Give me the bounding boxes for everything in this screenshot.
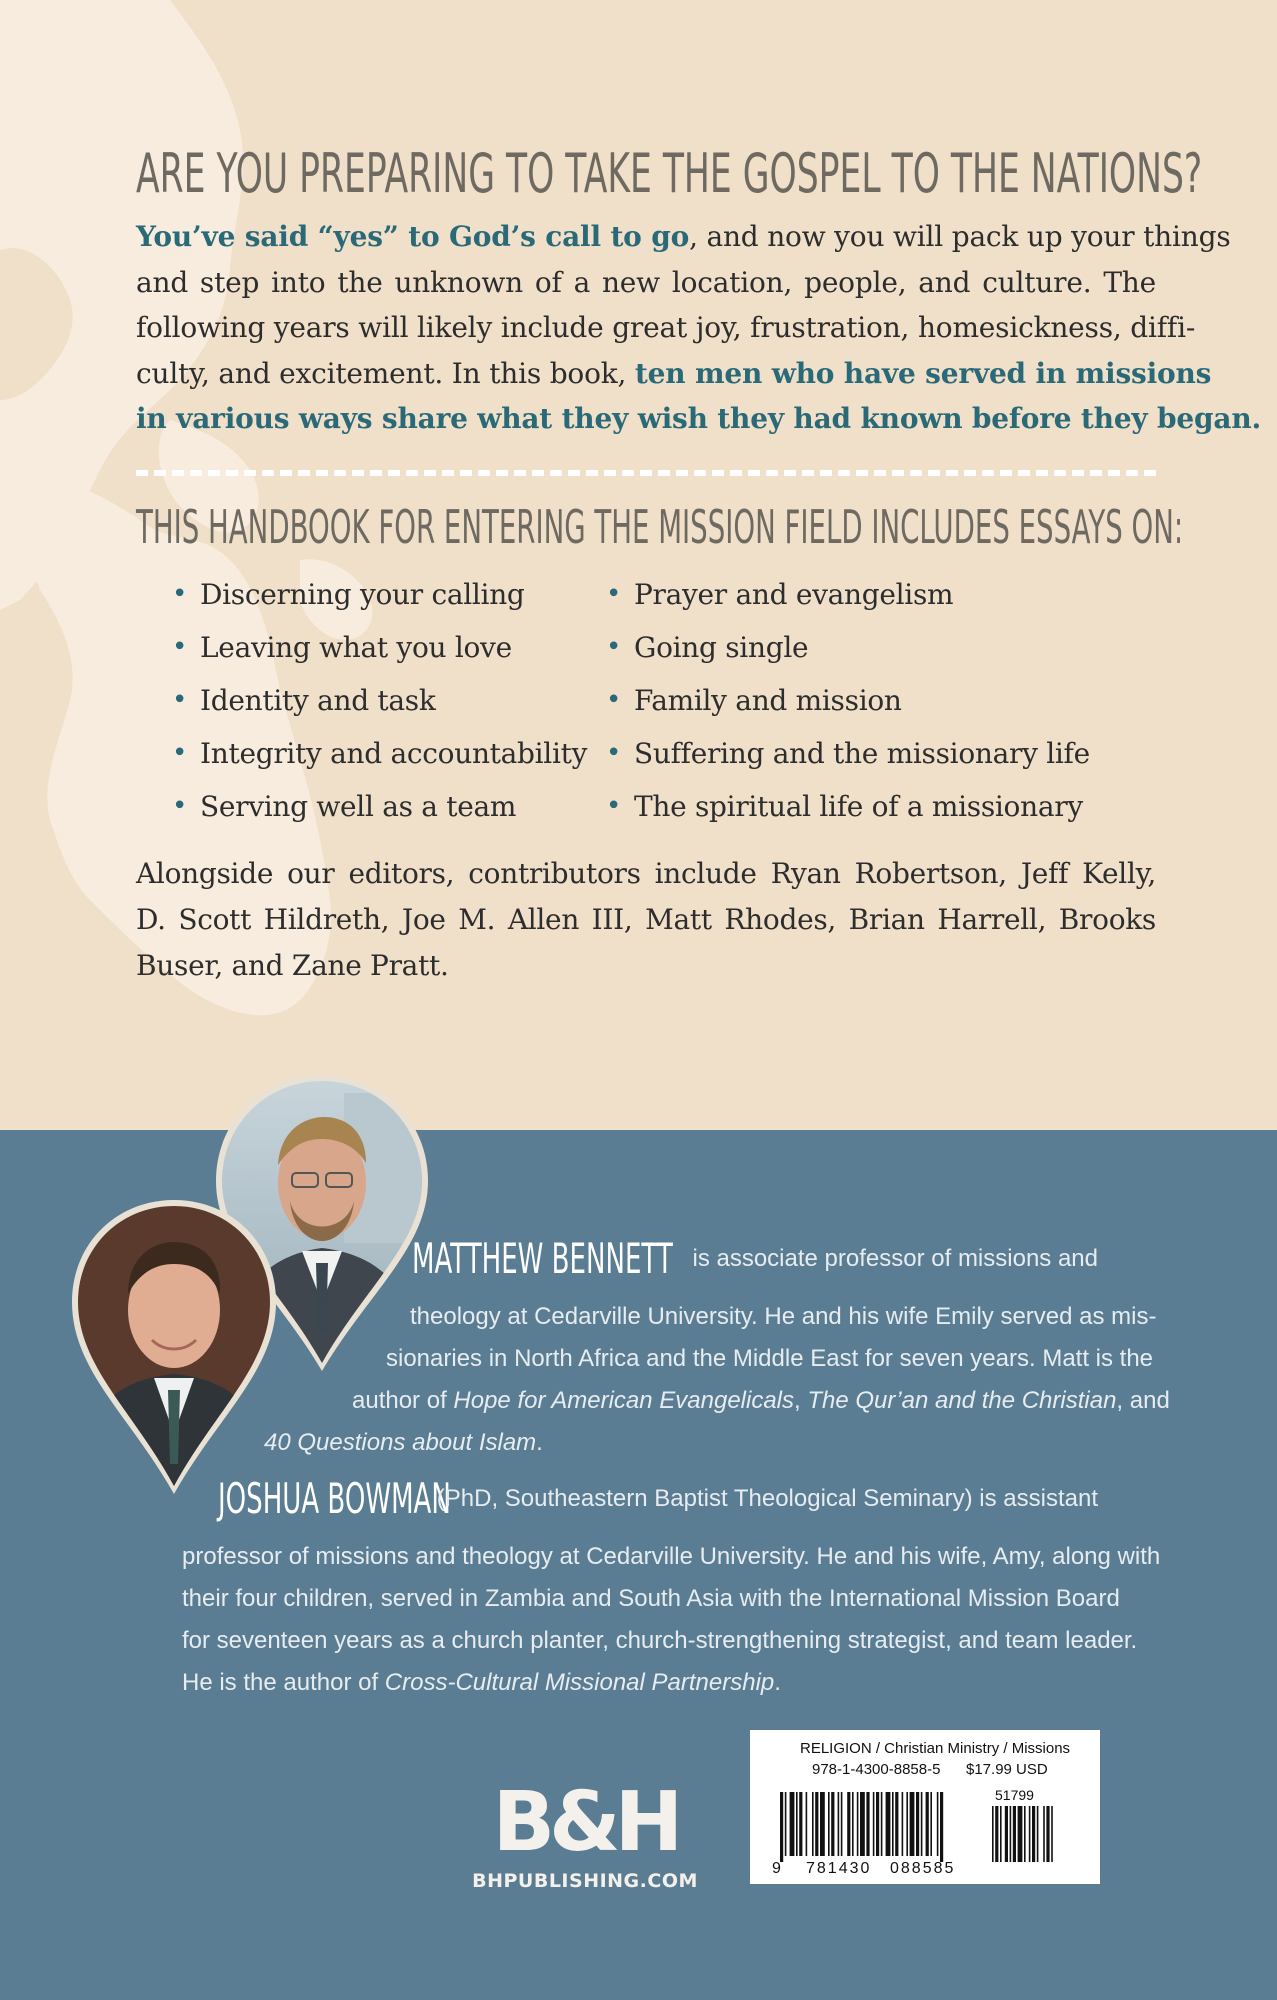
barcode-panel	[750, 1730, 1100, 1884]
essay-item: • Serving well as a team	[172, 789, 517, 823]
essay-list	[136, 568, 1156, 833]
book-title: The Qur’an and the Christian	[807, 1387, 1117, 1414]
intro-text: , and now you will pack up your things	[689, 220, 1231, 253]
contributors-line: Alongside our editors, contributors include Ryan Robertson, Jeff Kelly,	[136, 856, 1156, 890]
bio-line: for seventeen years as a church planter, church-strengthening strategist, and team leader.	[182, 1627, 1138, 1654]
intro-paragraph	[136, 214, 1262, 442]
intro-text: culty, and excitement. In this book,	[136, 356, 635, 390]
bio-joshua-bowman	[218, 1474, 1098, 1527]
book-title: 40 Questions about Islam	[264, 1429, 537, 1456]
essay-item: • Integrity and accountability	[172, 736, 588, 770]
bio-text: is associate professor of missions and	[692, 1245, 1098, 1272]
essay-item: • Suffering and the missionary life	[606, 736, 1090, 770]
intro-line	[136, 214, 1231, 260]
bio-line: sionaries in North Africa and the Middle East for seven years. Matt is the	[386, 1345, 1154, 1372]
bio-bennett-lines	[264, 1422, 964, 1464]
essay-item: • Going single	[606, 630, 809, 664]
author-photo-bowman	[70, 1198, 278, 1494]
isbn-number: 978-1-4300-8858-5	[812, 1761, 941, 1778]
barcode-digits-group2: 088585	[890, 1860, 956, 1877]
contributors-line: Buser, and Zane Pratt.	[136, 948, 449, 982]
highlight-text: You’ve said “yes” to God’s call to go	[136, 220, 690, 253]
bio-line: author of Hope for American Evangelicals, The Qur’an and the Christian, and	[352, 1387, 1170, 1414]
bio-bennett-lines	[386, 1338, 1154, 1380]
intro-line: and step into the unknown of a new location, people, and culture. The	[136, 265, 1156, 299]
intro-line	[136, 396, 1262, 442]
author-name-bowman: JOSHUA BOWMAN	[218, 1474, 451, 1523]
bio-line: theology at Cedarville University. He and his wife Emily served as mis-	[410, 1303, 1157, 1330]
highlight-text: in various ways share what they wish they had known before they began.	[136, 402, 1262, 435]
publisher-url: BHPUBLISHING.COM	[472, 1870, 698, 1892]
book-title: Hope for American Evangelicals	[453, 1387, 795, 1414]
bisac-category: RELIGION / Christian Ministry / Missions	[800, 1740, 1071, 1757]
intro-line	[136, 351, 1212, 397]
essay-column-right	[570, 568, 1090, 833]
barcode-digits-group1: 781430	[806, 1860, 872, 1877]
addon-code: 51799	[995, 1787, 1034, 1803]
bio-line: 40 Questions about Islam.	[264, 1429, 543, 1456]
essay-item: • Discerning your calling	[172, 577, 525, 611]
bio-line: professor of missions and theology at Cedarville University. He and his wife, Amy, along with	[182, 1543, 1161, 1570]
essays-heading: THIS HANDBOOK FOR ENTERING THE MISSION FIELD INCLUDES ESSAYS ON:	[136, 499, 1184, 554]
bio-bennett-lines	[352, 1380, 1170, 1422]
publisher-logo	[470, 1775, 700, 1892]
essay-item: • Family and mission	[606, 683, 902, 717]
bio-matthew-bennett	[412, 1234, 1098, 1287]
main-heading: ARE YOU PREPARING TO TAKE THE GOSPEL TO THE NATIONS?	[136, 142, 1203, 205]
barcode-digit-first: 9	[772, 1860, 781, 1877]
dashed-divider	[136, 470, 1156, 476]
price: $17.99 USD	[966, 1761, 1048, 1778]
author-name-bennett: MATTHEW BENNETT	[412, 1234, 673, 1283]
highlight-text: ten men who have served in missions	[634, 356, 1212, 390]
bh-logo-mark: B&H	[492, 1775, 678, 1870]
bio-bennett-lines	[410, 1296, 1157, 1338]
intro-line: following years will likely include great joy, frustration, homesickness, diffi-	[136, 311, 1196, 344]
back-cover-content	[136, 142, 1262, 989]
essay-column-left	[136, 568, 588, 833]
bio-text: (PhD, Southeastern Baptist Theological Seminary) is assistant	[436, 1485, 1098, 1512]
contributors-line: D. Scott Hildreth, Joe M. Allen III, Matt Rhodes, Brian Harrell, Brooks	[136, 902, 1156, 936]
bio-line: He is the author of Cross-Cultural Missional Partnership.	[182, 1669, 781, 1696]
book-title: Cross-Cultural Missional Partnership	[384, 1669, 775, 1696]
barcode-bars	[780, 1786, 1080, 1862]
essay-item: • Prayer and evangelism	[606, 577, 954, 611]
essay-item: • The spiritual life of a missionary	[606, 789, 1083, 823]
essay-item: • Leaving what you love	[172, 630, 512, 664]
bio-line: their four children, served in Zambia and South Asia with the International Mission Board	[182, 1585, 1120, 1612]
contributors-paragraph	[136, 851, 1156, 989]
bio-bowman-lines	[182, 1536, 1161, 1704]
essay-item: • Identity and task	[172, 683, 436, 717]
